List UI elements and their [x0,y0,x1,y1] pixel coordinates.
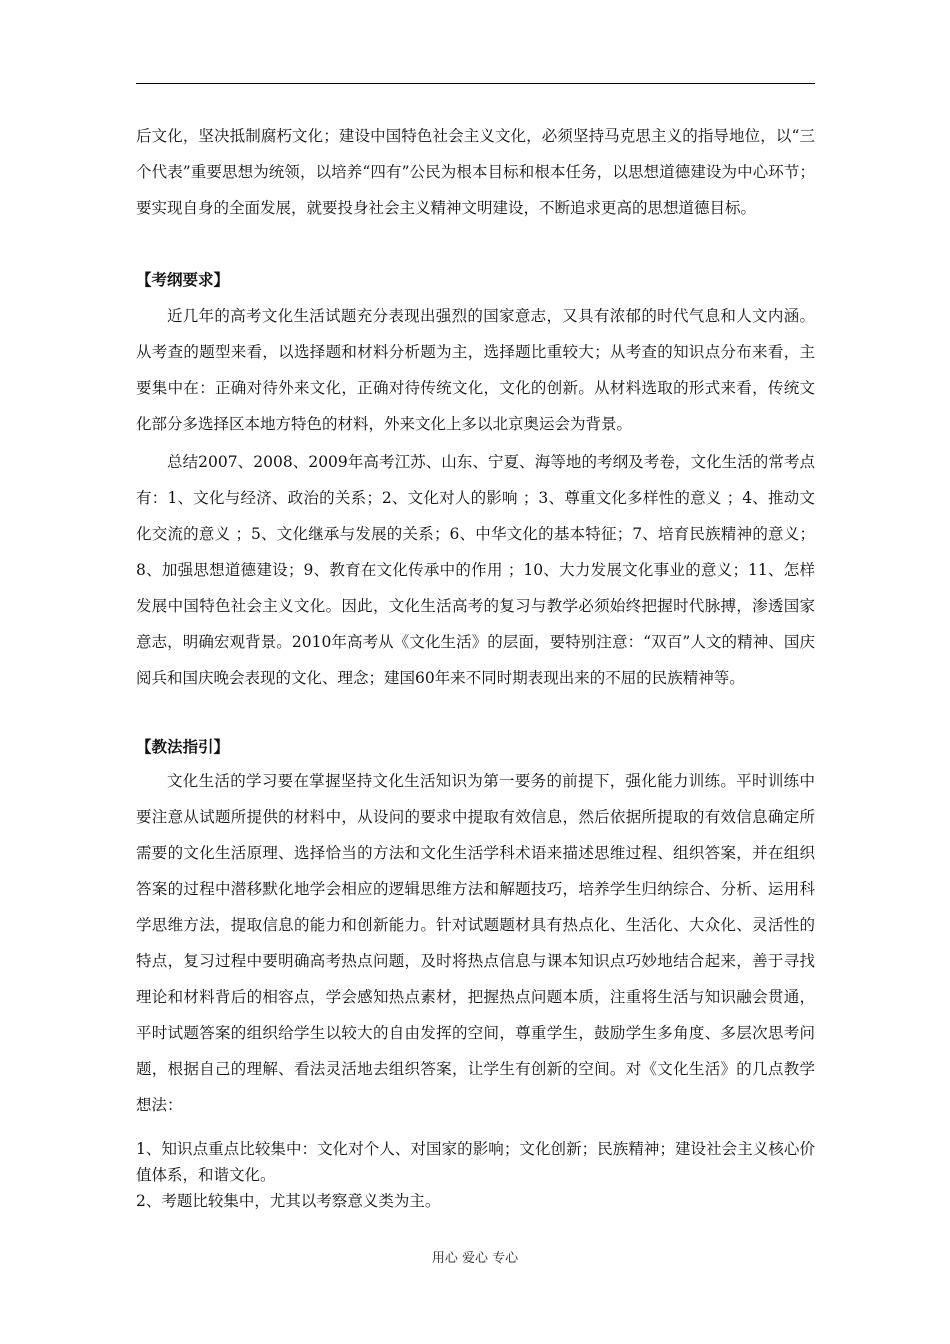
kaogang-paragraph-2: 总结2007、2008、2009年高考江苏、山东、宁夏、海等地的考纲及考卷，文化生活的常考点有：1、文化与经济、政治的关系；2、文化对人的影响 ；3、尊重文化多样性的意义 ；4、推动文化交流的意义 ；5、文化继承与发展的关系；6、中华文化的基本特征；7、培育民族精神的意义；8、加强思想道德建设；9、教育在文化传承中的作用 ；10、大力发展文化事业的意义；11、怎样发展中国特色社会主义文化。因此，文化生活高考的复习与教学必须始终把握时代脉搏，渗透国家意志，明确宏观背景。2010年高考从《文化生活》的层面，要特别注意：“双百”人文的精神、国庆阅兵和国庆晚会表现的文化、理念；建国60年来不同时期表现出来的不屈的民族精神等。 [136,453,815,687]
header-rule [136,83,815,84]
heading-jiaofa: 【教法指引】 [136,738,230,756]
intro-paragraph: 后文化，坚决抵制腐朽文化；建设中国特色社会主义文化，必须坚持马克思主义的指导地位，以“三个代表”重要思想为统领，以培养“四有”公民为根本目标和根本任务，以思想道德建设为中心环节；要实现自身的全面发展，就要投身社会主义精神文明建设，不断追求更高的思想道德目标。 [136,127,815,217]
kaogang-paragraph-1: 近几年的高考文化生活试题充分表现出强烈的国家意志，又具有浓郁的时代气息和人文内涵。从考查的题型来看，以选择题和材料分析题为主，选择题比重较大；从考查的知识点分布来看，主要集中在：正确对待外来文化，正确对待传统文化，文化的创新。从材料选取的形式来看，传统文化部分多选择区本地方特色的材料，外来文化上多以北京奥运会为背景。 [136,307,815,433]
heading-kaogang: 【考纲要求】 [136,271,230,289]
page-footer: 用心 爱心 专心 [431,1251,519,1266]
list-item-1: 1、知识点重点比较集中：文化对个人、对国家的影响；文化创新；民族精神；建设社会主义核心价值体系，和谐文化。 [136,1140,815,1184]
jiaofa-paragraph-1: 文化生活的学习要在掌握坚持文化生活知识为第一要务的前提下，强化能力训练。平时训练中要注意从试题所提供的材料中，从设问的要求中提取有效信息，然后依据所提取的有效信息确定所需要的文化生活原理、选择恰当的方法和文化生活学科术语来描述思维过程、组织答案，并在组织答案的过程中潜移默化地学会相应的逻辑思维方法和解题技巧，培养学生归纳综合、分析、运用科学思维方法，提取信息的能力和创新能力。针对试题题材具有热点化、生活化、大众化、灵活性的特点，复习过程中要明确高考热点问题，及时将热点信息与课本知识点巧妙地结合起来，善于寻找理论和材料背后的相容点，学会感知热点素材，把握热点问题本质，注重将生活与知识融会贯通，平时试题答案的组织给学生以较大的自由发挥的空间，尊重学生，鼓励学生多角度、多层次思考问题，根据自己的理解、看法灵活地去组织答案，让学生有创新的空间。对《文化生活》的几点教学想法： [136,772,815,1114]
list-item-2: 2、考题比较集中，尤其以考察意义类为主。 [136,1192,441,1210]
